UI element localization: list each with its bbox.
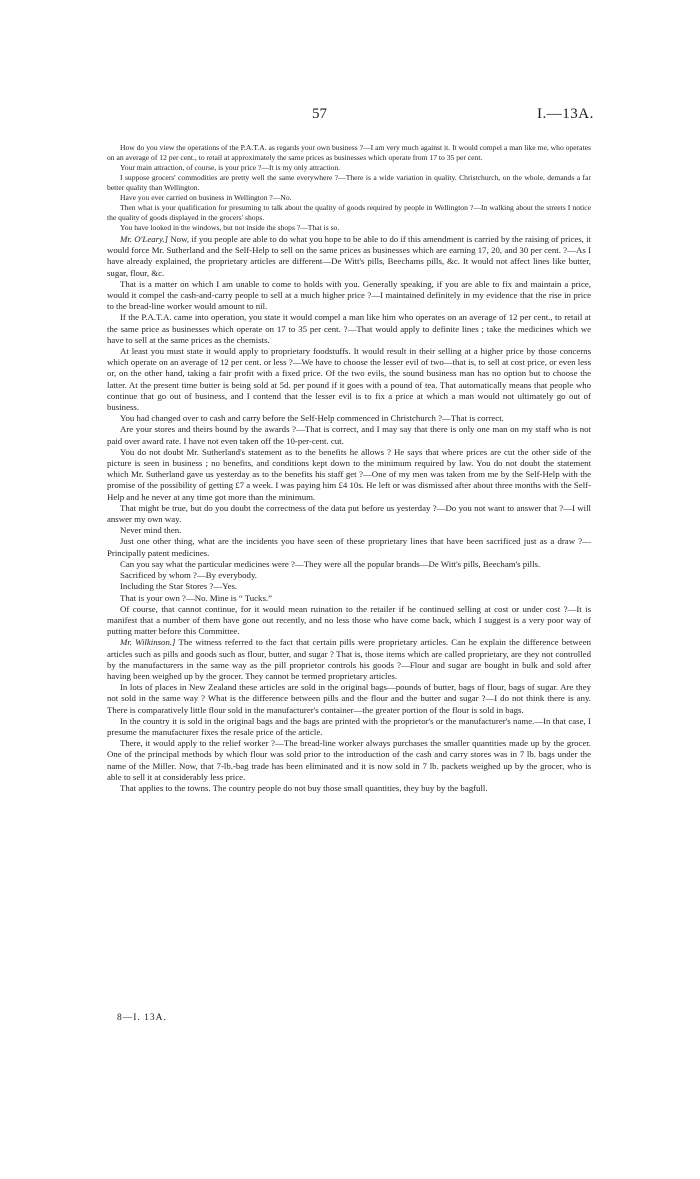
paragraph: Just one other thing, what are the incidents you have seen of these proprietary lines that have been sacrificed just as a draw ?—Principally patent medicines.: [107, 536, 591, 558]
paragraph: Of course, that cannot continue, for it would mean ruination to the retailer if he continued selling at cost or under cost ?—It is manifest that a number of them have gone out recently, and no less those who have come back, which I suggest is a very poor way of putting matter before this Committee.: [107, 603, 591, 637]
paragraph: Sacrificed by whom ?—By everybody.: [120, 570, 257, 581]
paragraph: Including the Star Stores ?—Yes.: [120, 581, 238, 592]
paragraph: Have you ever carried on business in Wellington ?—No.: [120, 193, 292, 202]
paragraph: That might be true, but do you doubt the correctness of the data put before us yesterday ?—Do you not want to answer that ?—I will answer my own way.: [107, 502, 591, 525]
paragraph: Mr. O'Leary.] Now, if you people are able to do what you hope to be able to do if this amendment is carried by the raising of prices, it would force Mr. Sutherland and the Self-Help to sell on the same prices as businesses which are earning 17, 20, and 30 per cent. ?—As I have already explained, the proprietary articles are different—De Witt's pills, Beechams pills, &c. It would not affect lines like butter, sugar, flour, &c.: [107, 234, 591, 278]
paragraph: Then what is your qualification for presuming to talk about the quality of goods required by people in Wellington ?—In walking about the streets I notice the quality of goods displayed in the grocers' shops.: [107, 203, 591, 222]
paragraph: I suppose grocers' commodities are pretty well the same everywhere ?—There is a wide variation in quality. Christchurch, on the whole, demands a far better quality than Wellington.: [107, 173, 591, 192]
paragraph: In lots of places in New Zealand these articles are sold in the original bags—pounds of butter, bags of flour, bags of sugar. Are they not sold in the same way ? What is the difference between pills and the flour and the butter and sugar ?—I do not think there is any. There is comparatively little flour sold in the manufacturer's container—the greater portion of the flour is sold in bags.: [107, 682, 591, 715]
paragraph: If the P.A.T.A. came into operation, you state it would compel a man like him who operates on an average of 12 per cent., to retail at the same price as businesses which operate on 17 to 35 per cent. ?—That would apply to definite lines ; take the medicines which we have to sell at the same prices as the chemists.: [107, 312, 591, 345]
paragraph: At least you must state it would apply to proprietary foodstuffs. It would result in their selling at a higher price by those concerns which operate on an average of 12 per cent. or less ?—We have to choose the lesser evil of two—that is, to sell at cost price, or even less or, on the other hand, taking a fair profit with a fixed price. Of the two evils, the sound business man has no option but to choose the latter. At the present time butter is being sold at 5d. per pound if it goes with a pound of tea. That automatically means that people who continue that go out of business, and I contend that the lesser evil is to fix a price at which a man would not ultimately go out of business.: [107, 346, 591, 413]
paragraph: You do not doubt Mr. Sutherland's statement as to the benefits he allows ? He says that where prices are cut the other side of the picture is seen in business ; no benefits, and conditions kept down to the minimum required by law. You do not doubt the statement which Mr. Sutherland gave us yesterday as to the benefits his staff get ?—One of my men was taken from me by the Self-Help with the promise of the possibility of getting £7 a week. I was paying him £4 10s. He left or was dismissed after about three months with the Self-Help and he never at any time got more than the minimum.: [107, 446, 591, 502]
paragraph: Can you say what the particular medicines were ?—They were all the popular brands—De Witt's pills, Beecham's pills.: [120, 558, 541, 569]
paragraph: Your main attraction, of course, is your price ?—It is my only attraction.: [120, 163, 341, 172]
paragraph: Never mind then.: [120, 525, 182, 536]
paragraph: That is your own ?—No. Mine is “ Tucks.”: [120, 592, 272, 603]
paragraph: That is a matter on which I am unable to come to holds with you. Generally speaking, if you are able to fix and maintain a price, would it compel the cash-and-carry people to sell at a much higher price ?—I maintained definitely in my evidence that the rise in price to the bread-line worker would amount to nil.: [107, 278, 591, 312]
page-header: [0, 106, 700, 126]
paragraph: That applies to the towns. The country people do not buy those small quantities, they buy by the bagfull.: [120, 782, 488, 793]
paragraph: You have looked in the windows, but not inside the shops ?—That is so.: [120, 223, 340, 232]
footer-reference: 8—I. 13A.: [117, 1013, 167, 1023]
paragraph: You had changed over to cash and carry before the Self-Help commenced in Christchurch ?—That is correct.: [120, 413, 504, 424]
document-reference: I.—13A.: [537, 106, 594, 122]
paragraph: Are your stores and theirs bound by the awards ?—That is correct, and I may say that there is only one man on my staff who is not paid over award rate. I have not even taken off the 10-per-cent. cut.: [107, 424, 591, 446]
paragraph: In the country it is sold in the original bags and the bags are printed with the proprietor's or the manufacturer's name.—In that case, I presume the manufacturer fixes the resale price of the article.: [107, 715, 591, 737]
paragraph: Mr. Wilkinson.] The witness referred to the fact that certain pills were proprietary articles. Can he explain the difference between articles such as pills and goods such as flour, butter, and sugar ? That is, those items which are called proprietary, are they not controlled by the manufacturers in the same way as the pill proprietor controls his goods ?—Flour and sugar are bought in bulk and sold after having been weighed up by the grocer. They cannot be termed proprietary articles.: [107, 637, 591, 681]
paragraph: There, it would apply to the relief worker ?—The bread-line worker always purchases the smaller quantities made up by the grocer. One of the principal methods by which flour was sold prior to the introduction of the cash and carry stores was in 7 lb. bags under the name of the Miller. Now, that 7-lb.-bag trade has been eliminated and it is now sold in 7 lb. packets weighed up by the grocer, who is able to sell it at considerably less price.: [107, 738, 591, 782]
speaker-name: Mr. Wilkinson.]: [120, 637, 176, 648]
speaker-name: Mr. O'Leary.]: [120, 234, 169, 244]
page-number: 57: [312, 106, 327, 122]
body-text: [107, 143, 591, 794]
paragraph: How do you view the operations of the P.A.T.A. as regards your own business ?—I am very much against it. It would compel a man like me, who operates on an average of 12 per cent., to retail at approximately the same prices as businesses which operate from 17 to 35 per cent.: [107, 143, 591, 162]
